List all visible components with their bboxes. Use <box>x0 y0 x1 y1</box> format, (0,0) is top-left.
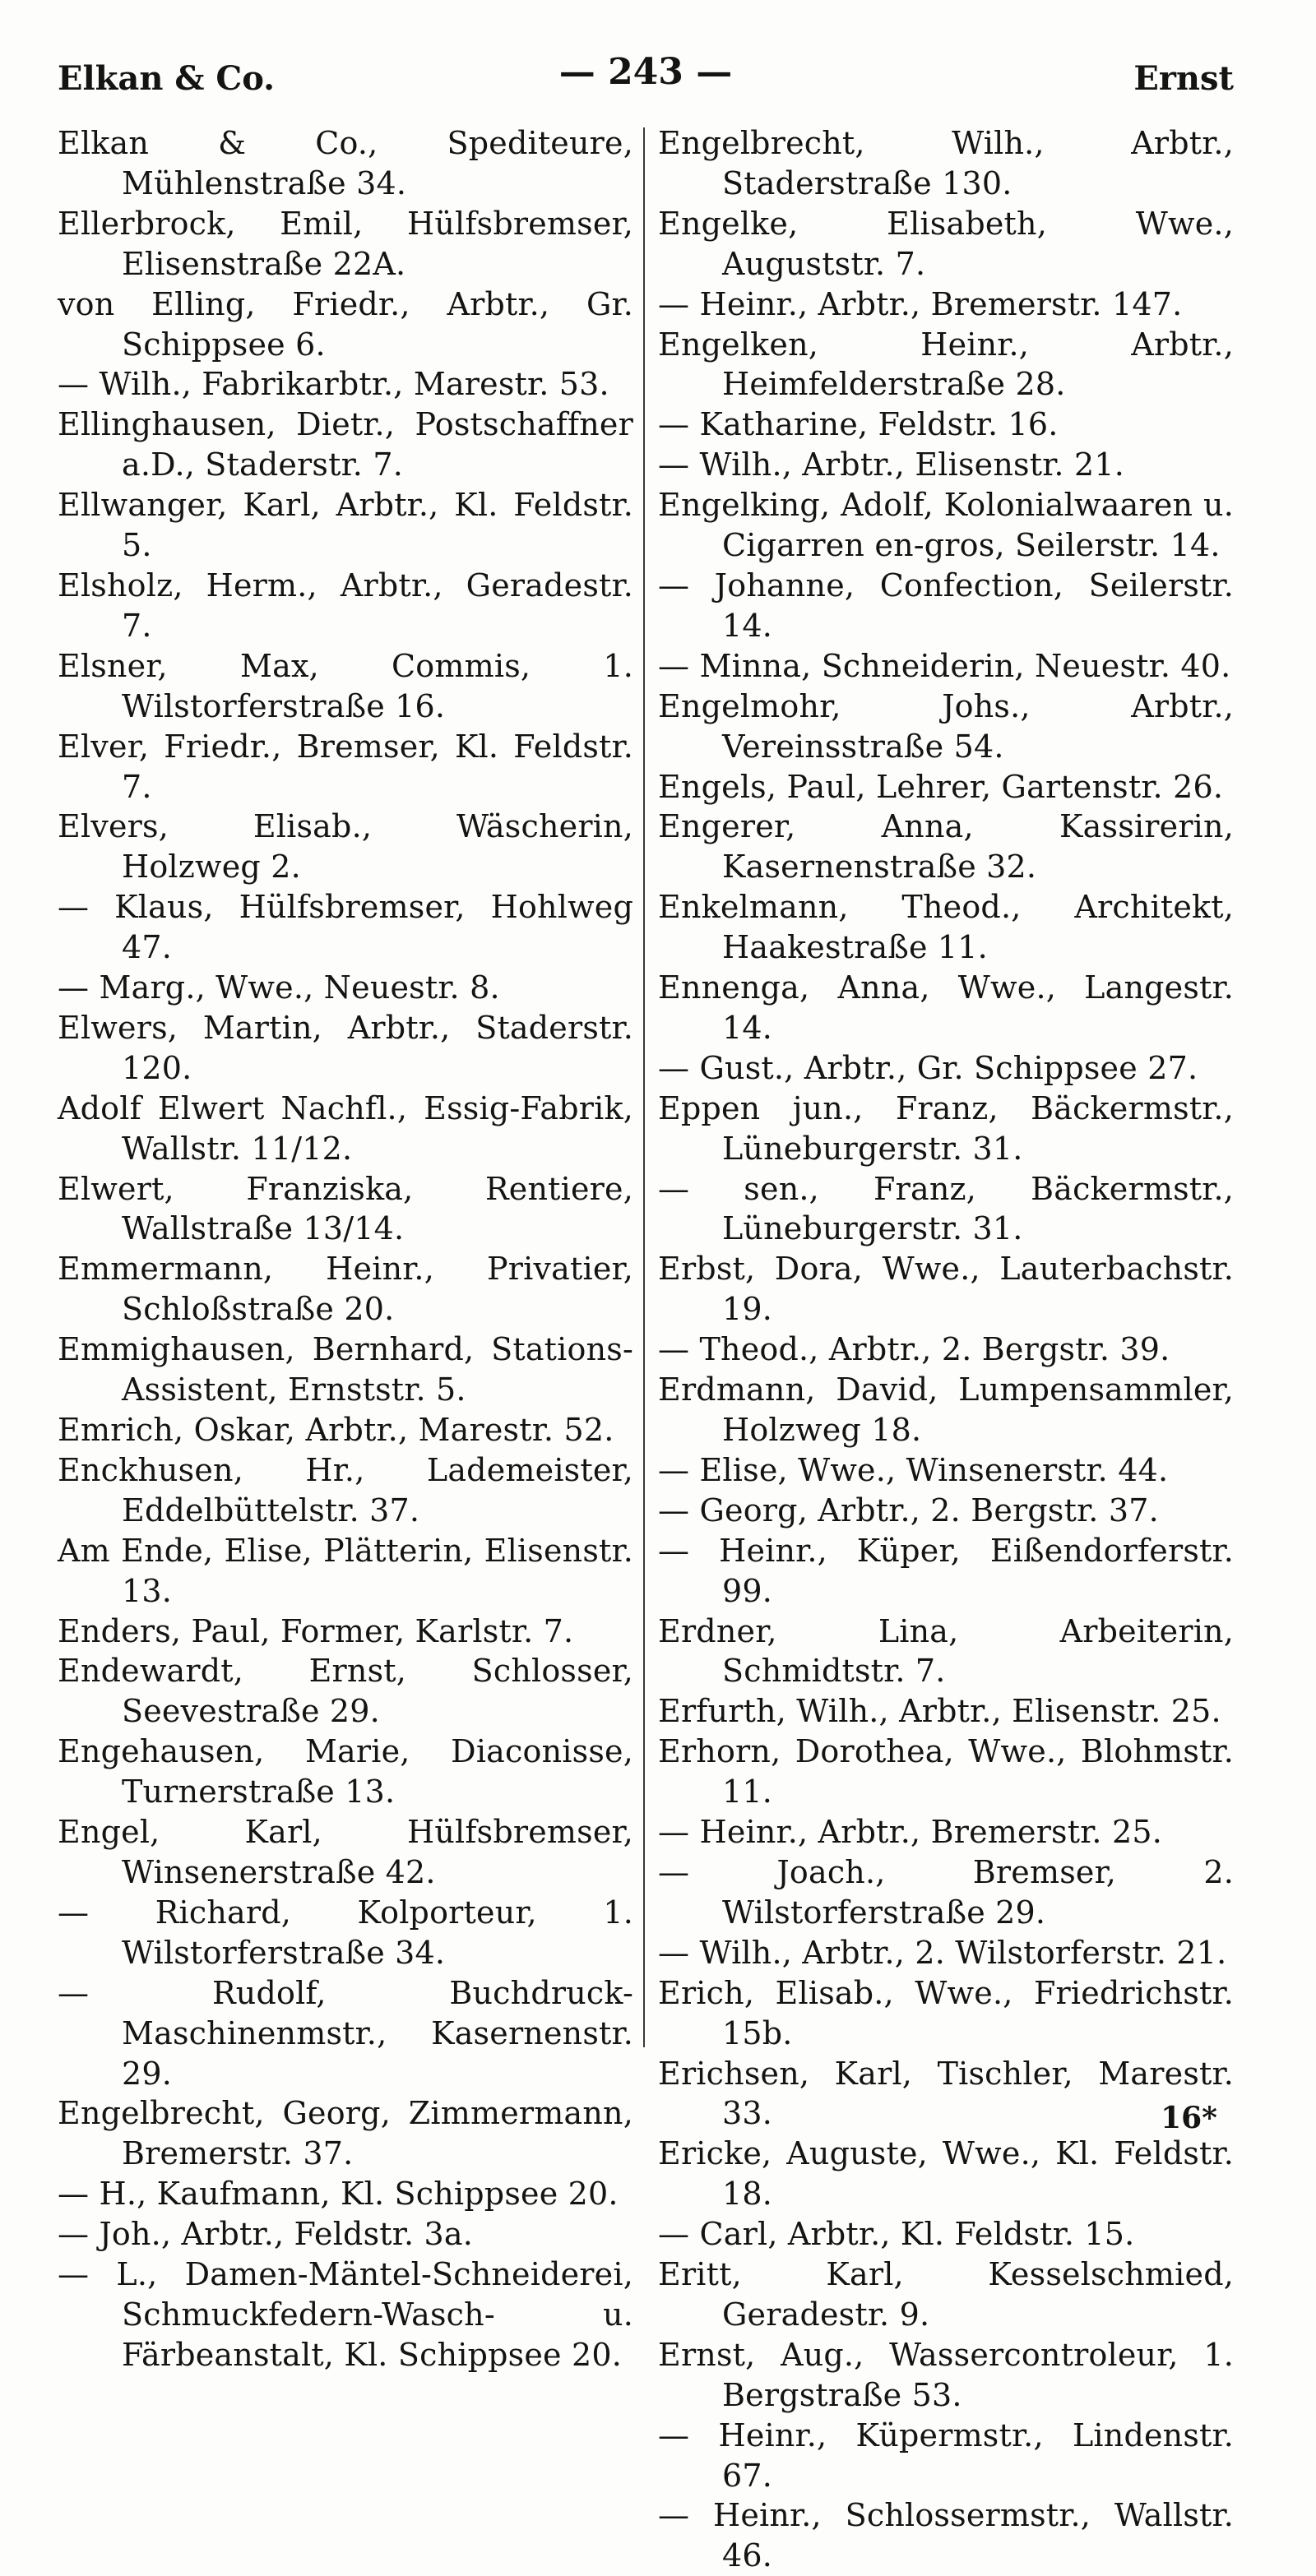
page-number: — 243 — <box>558 51 733 93</box>
directory-entry: — Carl, Arbtr., Kl. Feldstr. 15. <box>658 2216 1135 2253</box>
column-divider <box>643 127 645 2047</box>
directory-entry: Ellwanger, Karl, Arbtr., Kl. Feldstr. 5. <box>58 487 633 564</box>
directory-entry: Emmermann, Heinr., Privatier, Schloßstraße 20. <box>58 1251 633 1328</box>
directory-entry: — Heinr., Küpermstr., Lindenstr. 67. <box>658 2416 1234 2494</box>
directory-entry: — Theod., Arbtr., 2. Bergstr. 39. <box>658 1331 1170 1368</box>
header-last-entry: Ernst <box>1133 59 1234 98</box>
directory-entry: Erich, Elisab., Wwe., Friedrichstr. 15b. <box>658 1974 1234 2051</box>
directory-entry: Engelke, Elisabeth, Wwe., Auguststr. 7. <box>658 205 1234 282</box>
directory-entry: Am Ende, Elise, Plätterin, Elisenstr. 13. <box>58 1532 633 1609</box>
directory-entry: — Marg., Wwe., Neuestr. 8. <box>58 969 500 1006</box>
directory-entry: — Heinr., Arbtr., Bremerstr. 25. <box>658 1814 1163 1851</box>
directory-entry: Erichsen, Karl, Tischler, Marestr. 33. <box>658 2055 1234 2132</box>
directory-entry: Ericke, Auguste, Wwe., Kl. Feldstr. 18. <box>658 2135 1234 2213</box>
directory-entry: Ellinghausen, Dietr., Postschaffner a.D., Staderstr. 7. <box>58 406 633 483</box>
directory-entry: Endewardt, Ernst, Schlosser, Seevestraße 29. <box>58 1653 633 1730</box>
directory-entry: — Wilh., Arbtr., Elisenstr. 21. <box>658 446 1124 483</box>
directory-entry: Engehausen, Marie, Diaconisse, Turnerstraße 13. <box>58 1733 633 1811</box>
header-first-entry: Elkan & Co. <box>58 59 276 98</box>
directory-entry: — Katharine, Feldstr. 16. <box>658 406 1059 443</box>
directory-entry: — Elise, Wwe., Winsenerstr. 44. <box>658 1451 1169 1488</box>
left-column <box>58 123 633 2375</box>
directory-entry: — Johanne, Confection, Seilerstr. 14. <box>658 567 1234 644</box>
directory-entry: — Rudolf, Buchdruck-Maschinenmstr., Kasernenstr. 29. <box>58 1974 633 2092</box>
directory-entry: — Heinr., Schlossermstr., Wallstr. 46. <box>658 2497 1234 2574</box>
directory-entry: Engelking, Adolf, Kolonialwaaren u. Cigarren en-gros, Seilerstr. 14. <box>658 487 1234 564</box>
directory-entry: Emrich, Oskar, Arbtr., Marestr. 52. <box>58 1412 614 1448</box>
directory-entry: Engels, Paul, Lehrer, Gartenstr. 26. <box>658 768 1224 805</box>
directory-entry: Elsholz, Herm., Arbtr., Geradestr. 7. <box>58 567 633 644</box>
directory-entry: Erhorn, Dorothea, Wwe., Blohmstr. 11. <box>658 1733 1234 1811</box>
directory-entry: Adolf Elwert Nachfl., Essig-Fabrik, Wallstr. 11/12. <box>58 1089 633 1167</box>
directory-entry: Emmighausen, Bernhard, Stations-Assistent, Ernststr. 5. <box>58 1331 633 1408</box>
directory-entry: Ernst, Aug., Wassercontroleur, 1. Bergstraße 53. <box>658 2336 1234 2413</box>
directory-entry: Ellerbrock, Emil, Hülfsbremser, Elisenstraße 22A. <box>58 205 633 282</box>
directory-entry: Enkelmann, Theod., Architekt, Haakestraße 11. <box>658 889 1234 966</box>
directory-entry: Elwert, Franziska, Rentiere, Wallstraße 13/14. <box>58 1170 633 1247</box>
directory-entry: — Georg, Arbtr., 2. Bergstr. 37. <box>658 1491 1159 1528</box>
directory-entry: Erdner, Lina, Arbeiterin, Schmidtstr. 7. <box>658 1612 1234 1690</box>
directory-entry: — Wilh., Fabrikarbtr., Marestr. 53. <box>58 366 609 403</box>
directory-entry: Elvers, Elisab., Wäscherin, Holzweg 2. <box>58 808 633 886</box>
directory-entry: Ennenga, Anna, Wwe., Langestr. 14. <box>658 969 1234 1046</box>
directory-entry: — sen., Franz, Bäckermstr., Lüneburgerstr. 31. <box>658 1170 1234 1247</box>
directory-entry: — Joh., Arbtr., Feldstr. 3a. <box>58 2216 474 2253</box>
directory-entry: Engelmohr, Johs., Arbtr., Vereinsstraße 54. <box>658 687 1234 765</box>
directory-entry: Elsner, Max, Commis, 1. Wilstorferstraße 16. <box>58 647 633 724</box>
directory-entry: Enckhusen, Hr., Lademeister, Eddelbüttelstr. 37. <box>58 1451 633 1528</box>
directory-entry: Eritt, Karl, Kesselschmied, Geradestr. 9. <box>658 2256 1234 2333</box>
directory-entry: — Heinr., Küper, Eißendorferstr. 99. <box>658 1532 1234 1609</box>
directory-entry: Erdmann, David, Lumpensammler, Holzweg 18. <box>658 1371 1234 1448</box>
directory-entry: Engelbrecht, Georg, Zimmermann, Bremerstr. 37. <box>58 2095 633 2172</box>
directory-entry: — Wilh., Arbtr., 2. Wilstorferstr. 21. <box>658 1934 1227 1971</box>
directory-entry: Engel, Karl, Hülfsbremser, Winsenerstraße 42. <box>58 1814 633 1890</box>
page-header <box>58 51 1234 100</box>
directory-entry: Elkan & Co., Spediteure, Mühlenstraße 34. <box>58 125 633 201</box>
directory-entry: — Heinr., Arbtr., Bremerstr. 147. <box>658 285 1183 322</box>
directory-entry: — L., Damen-Mäntel-Schneiderei, Schmuckfedern-Wasch- u. Färbeanstalt, Kl. Schippsee 20. <box>58 2256 633 2373</box>
directory-entry: von Elling, Friedr., Arbtr., Gr. Schippsee 6. <box>58 285 633 363</box>
signature-mark: 16* <box>1161 2101 1217 2135</box>
directory-entry: Elwers, Martin, Arbtr., Staderstr. 120. <box>58 1009 633 1086</box>
directory-entry: Engerer, Anna, Kassirerin, Kasernenstraße 32. <box>658 808 1234 886</box>
directory-entry: Eppen jun., Franz, Bäckermstr., Lüneburgerstr. 31. <box>658 1089 1234 1167</box>
directory-entry: Erbst, Dora, Wwe., Lauterbachstr. 19. <box>658 1251 1234 1328</box>
directory-entry: Enders, Paul, Former, Karlstr. 7. <box>58 1612 574 1649</box>
directory-entry: Erfurth, Wilh., Arbtr., Elisenstr. 25. <box>658 1693 1221 1730</box>
directory-entry: Engelken, Heinr., Arbtr., Heimfelderstraße 28. <box>658 326 1234 403</box>
directory-entry: — Richard, Kolporteur, 1. Wilstorferstraße 34. <box>58 1894 633 1971</box>
directory-entry: — H., Kaufmann, Kl. Schippsee 20. <box>58 2176 619 2213</box>
directory-entry: — Joach., Bremser, 2. Wilstorferstraße 29. <box>658 1853 1234 1931</box>
directory-entry: Engelbrecht, Wilh., Arbtr., Staderstraße 130. <box>658 125 1234 201</box>
right-column <box>658 123 1234 2576</box>
directory-entry: — Minna, Schneiderin, Neuestr. 40. <box>658 647 1231 684</box>
directory-entry: — Klaus, Hülfsbremser, Hohlweg 47. <box>58 889 633 966</box>
directory-entry: — Gust., Arbtr., Gr. Schippsee 27. <box>658 1049 1198 1086</box>
directory-entry: Elver, Friedr., Bremser, Kl. Feldstr. 7. <box>58 728 633 805</box>
